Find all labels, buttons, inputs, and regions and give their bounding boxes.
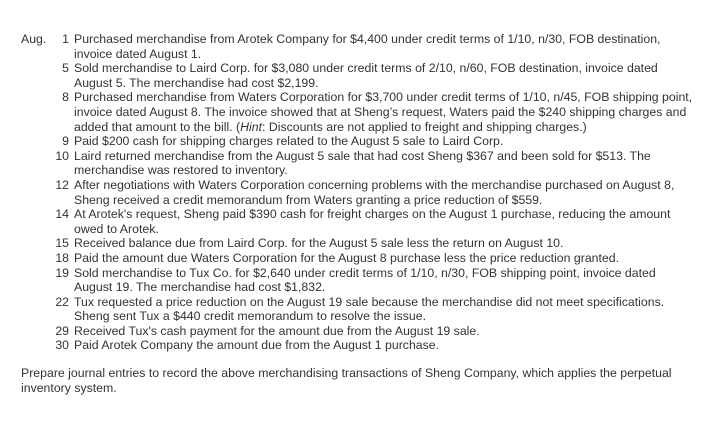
- transaction-day: 9: [62, 134, 69, 149]
- transaction-aug-5: [21, 61, 698, 90]
- transaction-text: Received Tux's cash payment for the amount due from the August 19 sale.: [74, 323, 480, 338]
- transaction-text: At Arotek's request, Sheng paid $390 cash for freight charges on the August 1 purchase, reducing the amount owed to Arotek.: [74, 207, 671, 236]
- transaction-aug-29: [21, 324, 698, 339]
- transaction-day: 29: [55, 323, 69, 338]
- transaction-aug-30: [21, 338, 698, 353]
- transaction-day: 18: [55, 250, 69, 265]
- transaction-day: 22: [55, 294, 69, 309]
- transaction-aug-18: [21, 251, 698, 266]
- transaction-aug-14: [21, 207, 698, 236]
- transaction-text: Tux requested a price reduction on the August 19 sale because the merchandise did not meet specifications. Sheng sent Tux a $440 credit memorandum to resolve the issue.: [74, 294, 665, 324]
- transaction-list: [21, 32, 698, 353]
- transaction-day: 5: [62, 61, 69, 76]
- transaction-text: After negotiations with Waters Corporation concerning problems with the merchandise purchased on August 8, Sheng received a credit memorandum from Waters granting a price reduction of $559.: [74, 177, 675, 207]
- transaction-text: Laird returned merchandise from the August 5 sale that had cost Sheng $367 and been sold for $513. The merchandise was restored to inventory.: [74, 148, 651, 178]
- transaction-text: [74, 90, 694, 134]
- transaction-text-part: : Discounts are not applied to freight and shipping charges.): [262, 119, 587, 134]
- instructions-text: Prepare journal entries to record the above merchandising transactions of Sheng Company, which applies the perpetual inventory system.: [21, 366, 672, 395]
- transaction-text-part: Purchased merchandise from Waters Corporation for $3,700 under credit terms of 1/10, n/45, FOB shipping point, invoice dated August 8. The invoice showed that at Sheng’s request, Waters paid the $240 shipping charges and added that amount to the bill. (: [74, 90, 693, 134]
- transaction-aug-19: [21, 266, 698, 295]
- transaction-aug-10: [21, 149, 698, 178]
- month-label: Aug.: [21, 32, 47, 46]
- transaction-aug-12: [21, 178, 698, 207]
- transaction-text: Paid $200 cash for shipping charges related to the August 5 sale to Laird Corp.: [74, 134, 504, 149]
- transaction-text: Paid the amount due Waters Corporation for the August 8 purchase less the price reduction granted.: [74, 250, 620, 265]
- transaction-day: 19: [55, 265, 69, 280]
- transaction-aug-15: [21, 236, 698, 251]
- transaction-day: 8: [62, 90, 69, 105]
- transaction-day: 12: [55, 177, 69, 192]
- transaction-aug-8: [21, 90, 698, 134]
- transaction-aug-9: [21, 134, 698, 149]
- transaction-text: Received balance due from Laird Corp. for the August 5 sale less the return on August 10.: [74, 236, 564, 251]
- transaction-aug-1: [21, 32, 698, 61]
- transaction-day: 15: [55, 236, 69, 251]
- transaction-day: 14: [55, 207, 69, 222]
- transaction-aug-22: [21, 295, 698, 324]
- transaction-text: Sold merchandise to Laird Corp. for $3,080 under credit terms of 2/10, n/60, FOB destination, invoice dated August 5. The merchandise had cost $2,199.: [74, 61, 658, 90]
- transaction-day: 30: [55, 338, 69, 353]
- transaction-text: Purchased merchandise from Arotek Company for $4,400 under credit terms of 1/10, n/30, FOB destination, invoice dated August 1.: [74, 32, 661, 61]
- transaction-day: 10: [55, 148, 69, 163]
- transaction-day: 1: [62, 32, 69, 46]
- hint-label: Hint: [240, 119, 262, 134]
- transaction-text: Sold merchandise to Tux Co. for $2,640 under credit terms of 1/10, n/30, FOB shipping point, invoice dated August 19. The merchandise had cost $1,832.: [74, 265, 656, 295]
- transaction-text: Paid Arotek Company the amount due from the August 1 purchase.: [74, 338, 440, 353]
